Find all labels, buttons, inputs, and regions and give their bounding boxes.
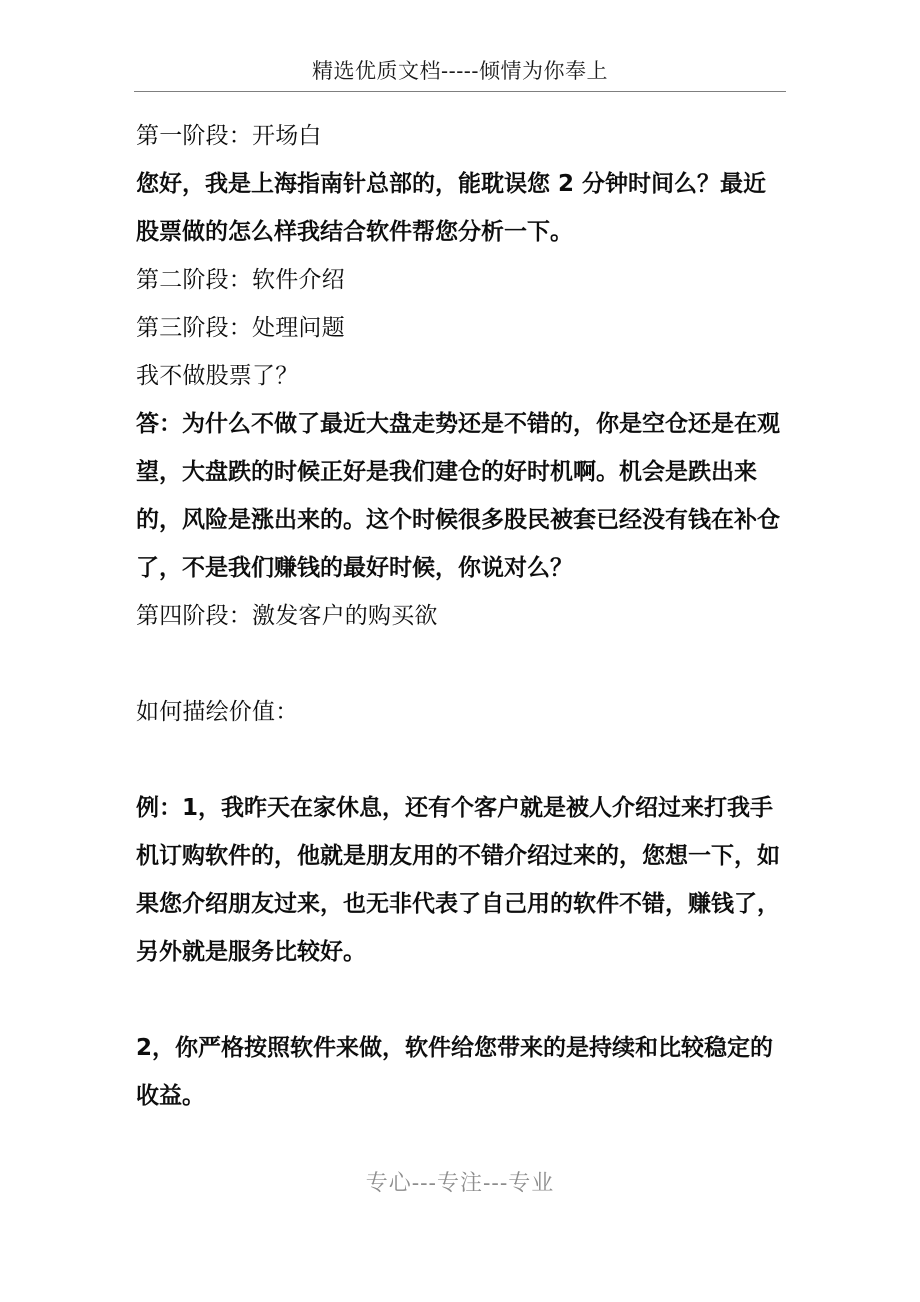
body-paragraph: 答：为什么不做了最近大盘走势还是不错的，你是空仓还是在观望，大盘跌的时候正好是我们建仓的好时机啊。机会是跌出来的，风险是涨出来的。这个时候很多股民被套已经没有钱在补仓了，不是我们赚钱的最好时候，你说对么？	[136, 411, 780, 581]
body-paragraph: 您好，我是上海指南针总部的，能耽误您 2 分钟时间么？最近股票做的怎么样我结合软件帮您分析一下。	[136, 171, 767, 245]
body-paragraph: 第一阶段：开场白	[136, 123, 322, 149]
blank-line	[136, 736, 788, 784]
header-divider	[134, 91, 786, 92]
blank-line	[136, 640, 788, 688]
body-paragraph: 第四阶段：激发客户的购买欲	[136, 603, 438, 629]
body-paragraph: 我不做股票了？	[136, 363, 299, 389]
header-title: 精选优质文档-----倾情为你奉上	[312, 59, 608, 83]
footer-slogan: 专心---专注---专业	[365, 1171, 555, 1196]
page-header	[134, 56, 786, 92]
body-paragraph: 2，你严格按照软件来做，软件给您带来的是持续和比较稳定的收益。	[136, 1035, 774, 1109]
body-paragraph: 如何描绘价值：	[136, 699, 299, 725]
body-paragraph: 例：1，我昨天在家休息，还有个客户就是被人介绍过来打我手机订购软件的，他就是朋友用的不错介绍过来的，您想一下，如果您介绍朋友过来，也无非代表了自己用的软件不错，赚钱了，另外就是服务比较好。	[136, 795, 780, 965]
document-body	[136, 112, 788, 1120]
body-paragraph: 第三阶段：处理问题	[136, 315, 345, 341]
page-footer	[134, 1168, 786, 1200]
body-paragraph: 第二阶段：软件介绍	[136, 267, 345, 293]
blank-line	[136, 976, 788, 1024]
